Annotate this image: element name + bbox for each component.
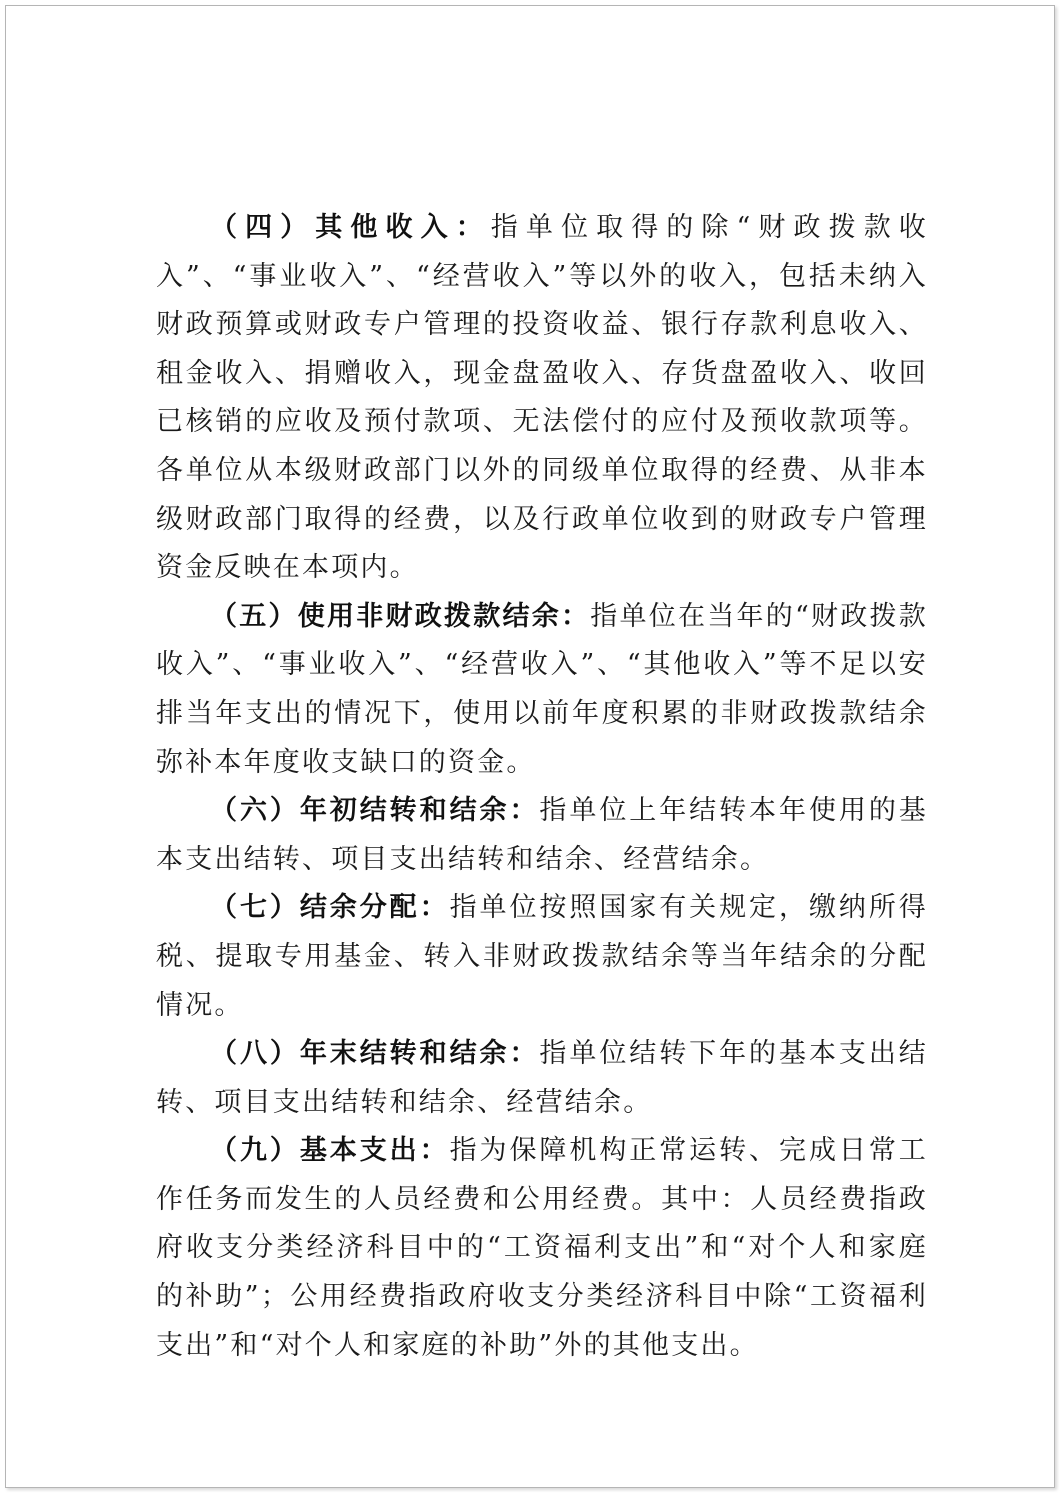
paragraph-closing-balance xyxy=(156,1030,928,1127)
document-body xyxy=(156,204,928,1370)
term-definition: 指单位结转下年的基本支出结转、项目支出结转和结余、经营结余。 xyxy=(156,1038,928,1118)
term-heading: （九）基本支出： xyxy=(210,1135,450,1167)
paragraph-opening-balance xyxy=(156,787,928,884)
paragraph-other-income xyxy=(156,204,928,593)
term-heading: （四）其他收入： xyxy=(210,212,491,243)
term-definition: 指为保障机构正常运转、完成日常工作任务而发生的人员经费和公用经费。其中：人员经费指政府收支分类经济科目中的“工资福利支出”和“对个人和家庭的补助”；公用经费指政府收支分类经济科目中除“工资福利支出”和“对个人和家庭的补助”外的其他支出。 xyxy=(156,1135,928,1361)
document-page xyxy=(5,5,1055,1488)
term-definition: 指单位在当年的“财政拨款收入”、“事业收入”、“经营收入”、“其他收入”等不足以安排当年支出的情况下，使用以前年度积累的非财政拨款结余弥补本年度收支缺口的资金。 xyxy=(156,600,928,778)
paragraph-basic-expenditure xyxy=(156,1127,928,1370)
term-heading: （六）年初结转和结余： xyxy=(210,795,540,827)
term-definition: 指单位按照国家有关规定，缴纳所得税、提取专用基金、转入非财政拨款结余等当年结余的分配情况。 xyxy=(156,892,928,1021)
term-definition: 指单位取得的除“财政拨款收入”、“事业收入”、“经营收入”等以外的收入，包括未纳入财政预算或财政专户管理的投资收益、银行存款利息收入、租金收入、捐赠收入，现金盘盈收入、存货盘盈收入、收回已核销的应收及预付款项、无法偿付的应付及预收款项等。各单位从本级财政部门以外的同级单位取得的经费、从非本级财政部门取得的经费，以及行政单位收到的财政专户管理资金反映在本项内。 xyxy=(156,212,928,584)
term-heading: （五）使用非财政拨款结余： xyxy=(210,600,591,632)
term-heading: （七）结余分配： xyxy=(210,892,450,924)
term-heading: （八）年末结转和结余： xyxy=(210,1038,540,1070)
term-definition: 指单位上年结转本年使用的基本支出结转、项目支出结转和结余、经营结余。 xyxy=(156,795,928,875)
paragraph-surplus-distribution xyxy=(156,884,928,1030)
paragraph-non-fiscal-surplus xyxy=(156,593,928,787)
